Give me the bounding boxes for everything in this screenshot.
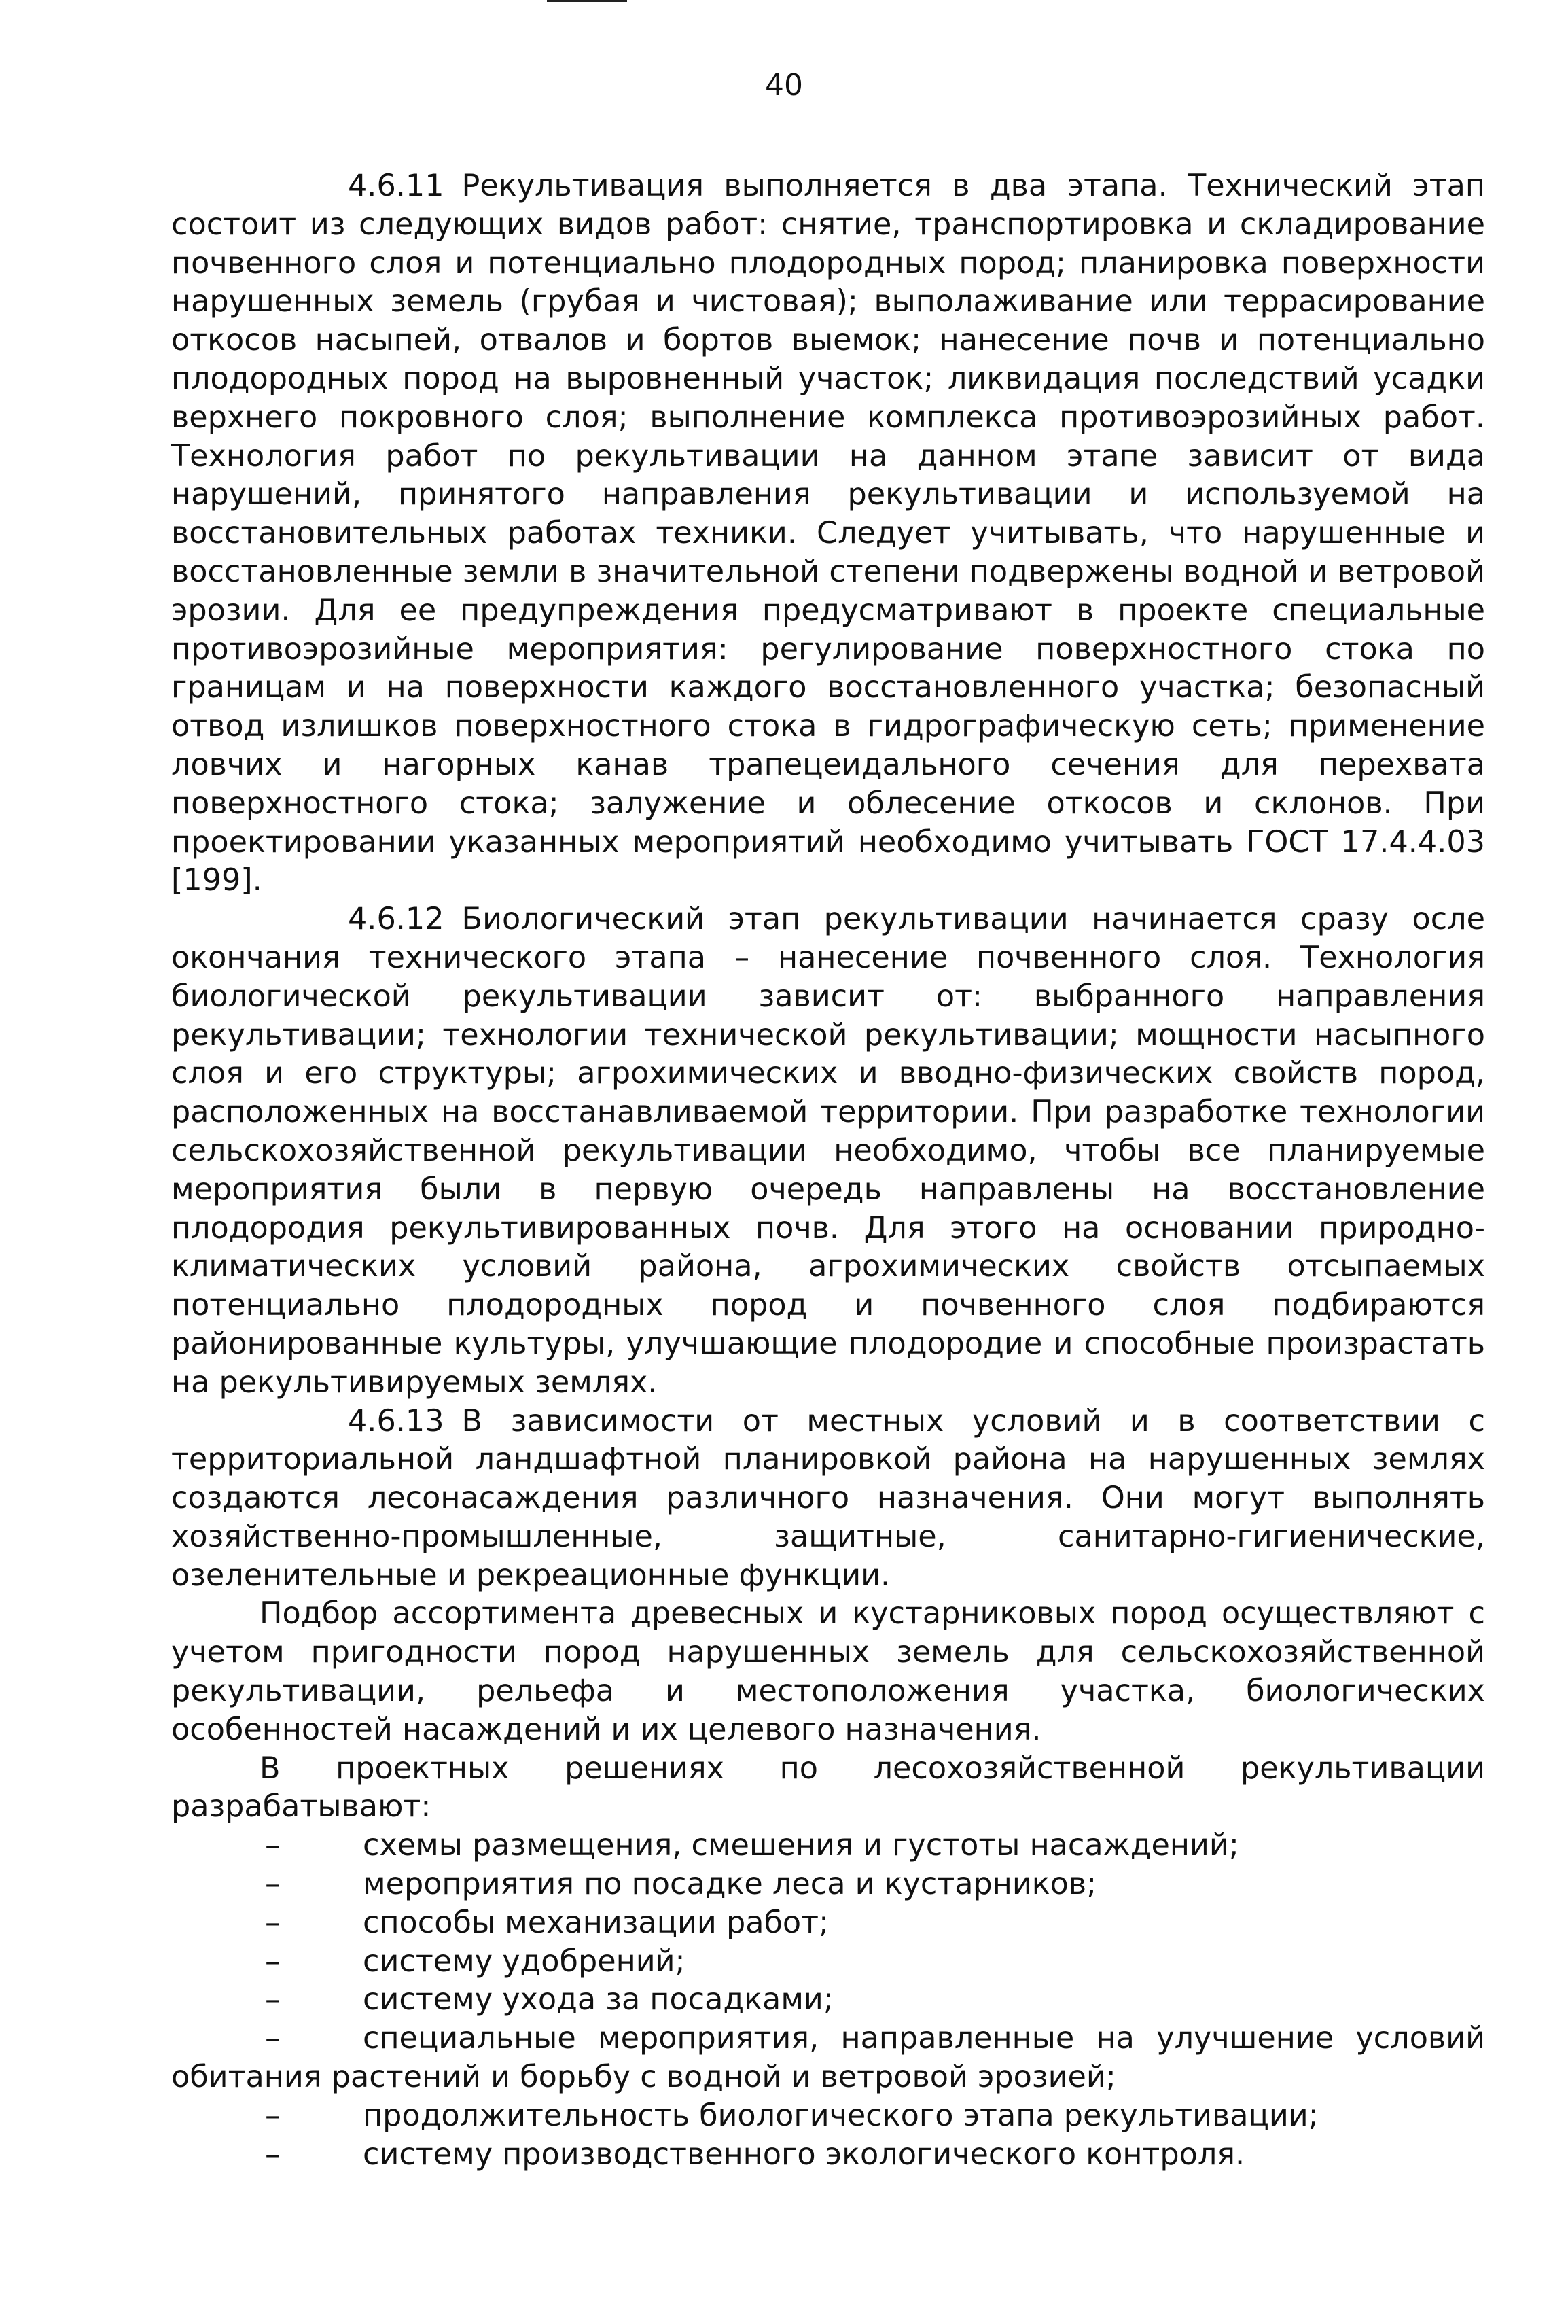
design-solutions-list	[171, 1827, 1485, 2174]
clause-number: 4.6.13	[348, 1403, 444, 1439]
list-item-text: систему удобрений;	[363, 1943, 685, 1979]
clause-number: 4.6.12	[348, 902, 444, 937]
list-item-text: систему ухода за посадками;	[363, 1982, 834, 2018]
top-edge-mark	[547, 0, 627, 2]
list-item-text: схемы размещения, смешения и густоты насаждений;	[363, 1828, 1239, 1863]
page-number: 40	[765, 68, 803, 103]
clause-number: 4.6.11	[348, 169, 444, 203]
list-dash: –	[265, 1943, 281, 1979]
list-item-text: продолжительность биологического этапа рекультивации;	[363, 2098, 1319, 2133]
paragraph-text: Рекультивация выполняется в два этапа. Технический этап состоит из следующих видов работ: снятие, транспортировка и складирование почвенного слоя и потенциально плодородных пород; планировка поверхности нарушенных земель (грубая и чистовая); выполаживание или террасирование откосов насыпей, отвалов и бортов выемок; нанесение почв и потенциально плодородных пород на выровненный участок; ликвидация последствий усадки верхнего покровного слоя; выполнение комплекса противоэрозийных работ. Технология работ по рекультивации на данном этапе зависит от вида нарушений, принятого направления рекультивации и используемой на восстановительных работах техники. Следует учитывать, что нарушенные и восстановленные земли в значительной степени подвержены водной и ветровой эрозии. Для ее предупреждения предусматривают в проекте специальные противоэрозийные мероприятия: регулирование поверхностного стока по границам и на поверхности каждого восстановленного участка; безопасный отвод излишков поверхностного стока в гидрографическую сеть; применение ловчих и нагорных канав трапецеидального сечения для перехвата поверхностного стока; залужение и облесение откосов и склонов. При проектировании указанных мероприятий необходимо учитывать ГОСТ 17.4.4.03 [199].	[171, 169, 1485, 898]
list-item-text: специальные мероприятия, направленные на улучшение условий обитания растений и борьбу с водной и ветровой эрозией;	[171, 2021, 1485, 2095]
list-item	[171, 1904, 1485, 1943]
paragraph-4-6-11	[171, 167, 1485, 900]
list-dash: –	[265, 1905, 281, 1940]
list-item	[171, 1865, 1485, 1904]
list-item	[171, 2020, 1485, 2097]
paragraph-text: В зависимости от местных условий и в соответствии с территориальной ландшафтной планировкой района на нарушенных землях создаются лесонасаждения различного назначения. Они могут выполнять хозяйственно-промышленные, защитные, санитарно-гигиенические, озеленительные и рекреационные функции.	[171, 1403, 1485, 1593]
list-item-text: мероприятия по посадке леса и кустарников;	[363, 1867, 1097, 1902]
paragraph-design-solutions	[171, 1750, 1485, 1827]
list-item-text: систему производственного экологического контроля.	[363, 2136, 1245, 2172]
list-item	[171, 2136, 1485, 2175]
list-item	[171, 1943, 1485, 1982]
paragraph-text: Биологический этап рекультивации начинается сразу осле окончания технического этапа – нанесение почвенного слоя. Технология биологической рекультивации зависит от: выбранного направления рекультивации; технологии технической рекультивации; мощности насыпного слоя и его структуры; агрохимических и вводно-физических свойств пород, расположенных на восстанавливаемой территории. При разработке технологии сельскохозяйственной рекультивации необходимо, чтобы все планируемые мероприятия были в первую очередь направлены на восстановление плодородия рекультивированных почв. Для этого на основании природно-климатических условий района, агрохимических свойств отсыпаемых потенциально плодородных пород и почвенного слоя подбираются районированные культуры, улучшающие плодородие и способные произрастать на рекультивируемых землях.	[171, 902, 1485, 1400]
list-item	[171, 2097, 1485, 2136]
page-body	[171, 167, 1485, 2174]
list-dash: –	[265, 2021, 281, 2056]
paragraph-text: В проектных решениях по лесохозяйственной рекультивации разрабатывают:	[171, 1750, 1485, 1825]
list-dash: –	[265, 1828, 281, 1863]
list-dash: –	[265, 1867, 281, 1902]
paragraph-text: Подбор ассортимента древесных и кустарниковых пород осуществляют с учетом пригодности пород нарушенных земель для сельскохозяйственной рекультивации, рельефа и местоположения участка, биологических особенностей насаждений и их целевого назначения.	[171, 1596, 1485, 1747]
list-item	[171, 1827, 1485, 1865]
list-dash: –	[265, 1982, 281, 2018]
paragraph-4-6-12	[171, 900, 1485, 1402]
list-dash: –	[265, 2136, 281, 2172]
paragraph-4-6-13	[171, 1403, 1485, 1596]
list-item	[171, 1981, 1485, 2020]
paragraph-species-selection	[171, 1595, 1485, 1749]
list-item-text: способы механизации работ;	[363, 1905, 830, 1940]
list-dash: –	[265, 2098, 281, 2133]
